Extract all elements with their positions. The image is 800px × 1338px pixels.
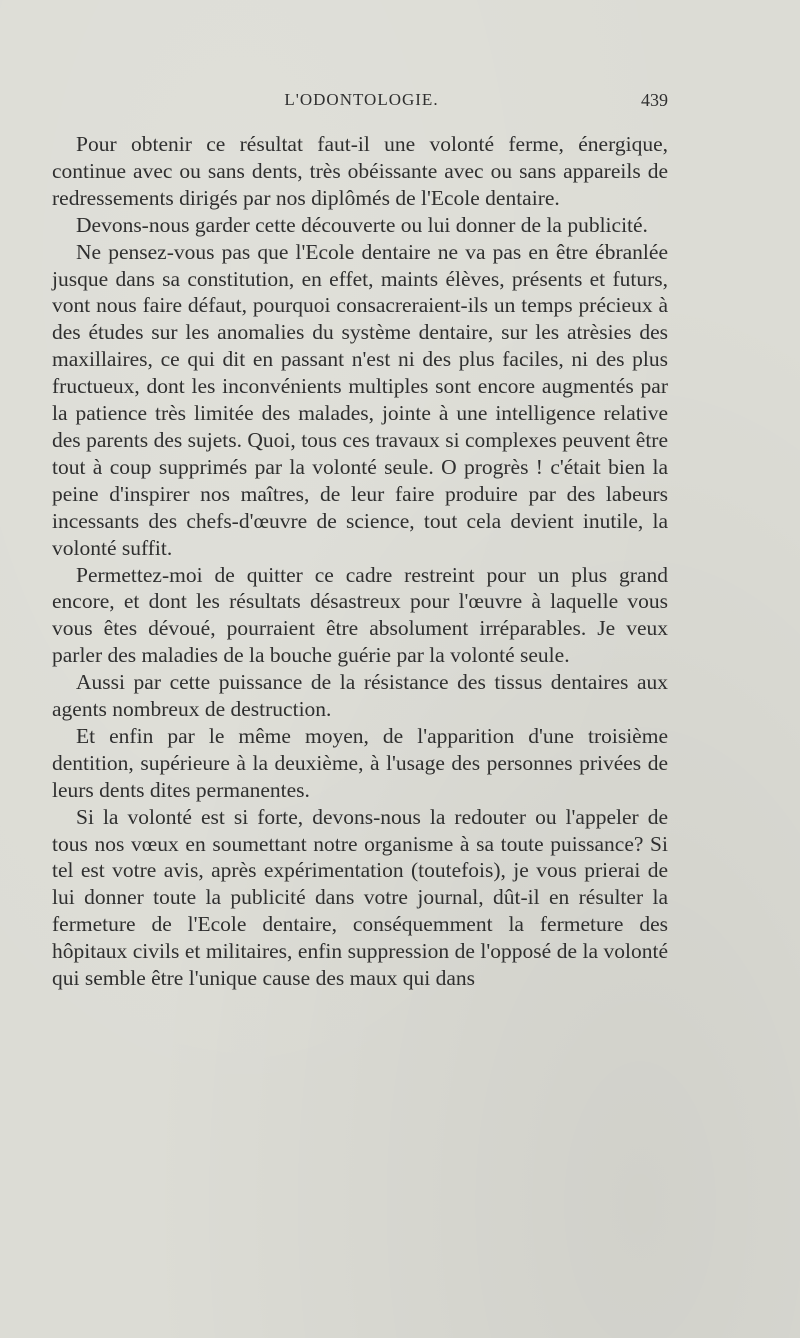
paragraph: Permettez-moi de quitter ce cadre restreint pour un plus grand encore, et dont les résultats désastreux pour l'œuvre à laquelle vous vous êtes dévoué, pourraient être absolument irréparables. Je veux parler des maladies de la bouche guérie par la volonté seule. <box>52 562 668 668</box>
paragraph: Si la volonté est si forte, devons-nous la redouter ou l'appeler de tous nos vœux en soumettant notre organisme à sa toute puissance? Si tel est votre avis, après expérimentation (toutefois), je vous prierai de lui donner toute la publicité dans votre journal, dût-il en résulter la fermeture de l'Ecole dentaire, conséquemment la fermeture des hôpitaux civils et militaires, enfin suppression de l'opposé de la volonté qui semble être l'unique cause des maux qui dans <box>52 804 668 991</box>
paragraph: Et enfin par le même moyen, de l'apparition d'une troisième dentition, supérieure à la deuxième, à l'usage des personnes privées de leurs dents dites permanentes. <box>52 723 668 802</box>
paragraph: Pour obtenir ce résultat faut-il une volonté ferme, énergique, continue avec ou sans dents, très obéissante avec ou sans appareils de redressements dirigés par nos diplômés de l'Ecole dentaire. <box>52 132 668 210</box>
paragraph: Aussi par cette puissance de la résistance des tissus dentaires aux agents nombreux de destruction. <box>52 670 668 722</box>
body-text <box>52 131 668 992</box>
paragraph: Ne pensez-vous pas que l'Ecole dentaire ne va pas en être ébranlée jusque dans sa constitution, en effet, maints élèves, présents et futurs, vont nous faire défaut, pourquoi consacreraient-ils un temps précieux à des études sur les anomalies du système dentaire, sur les atrèsies des maxillaires, ce qui dit en passant n'est ni des plus faciles, ni des plus fructueux, dont les inconvénients multiples sont encore augmentés par la patience très limitée des malades, jointe à une intelligence relative des parents des sujets. Quoi, tous ces travaux si complexes peuvent être tout à coup supprimés par la volonté seule. O progrès ! c'était bien la peine d'inspirer nos maîtres, de leur faire produire par des labeurs incessants des chefs-d'œuvre de science, tout cela devient inutile, la volonté suffit. <box>52 239 668 560</box>
running-title: L'ODONTOLOGIE. <box>284 90 439 109</box>
page-number: 439 <box>641 90 668 110</box>
page-header <box>55 90 668 120</box>
paragraph: Devons-nous garder cette découverte ou lui donner de la publicité. <box>76 212 648 237</box>
